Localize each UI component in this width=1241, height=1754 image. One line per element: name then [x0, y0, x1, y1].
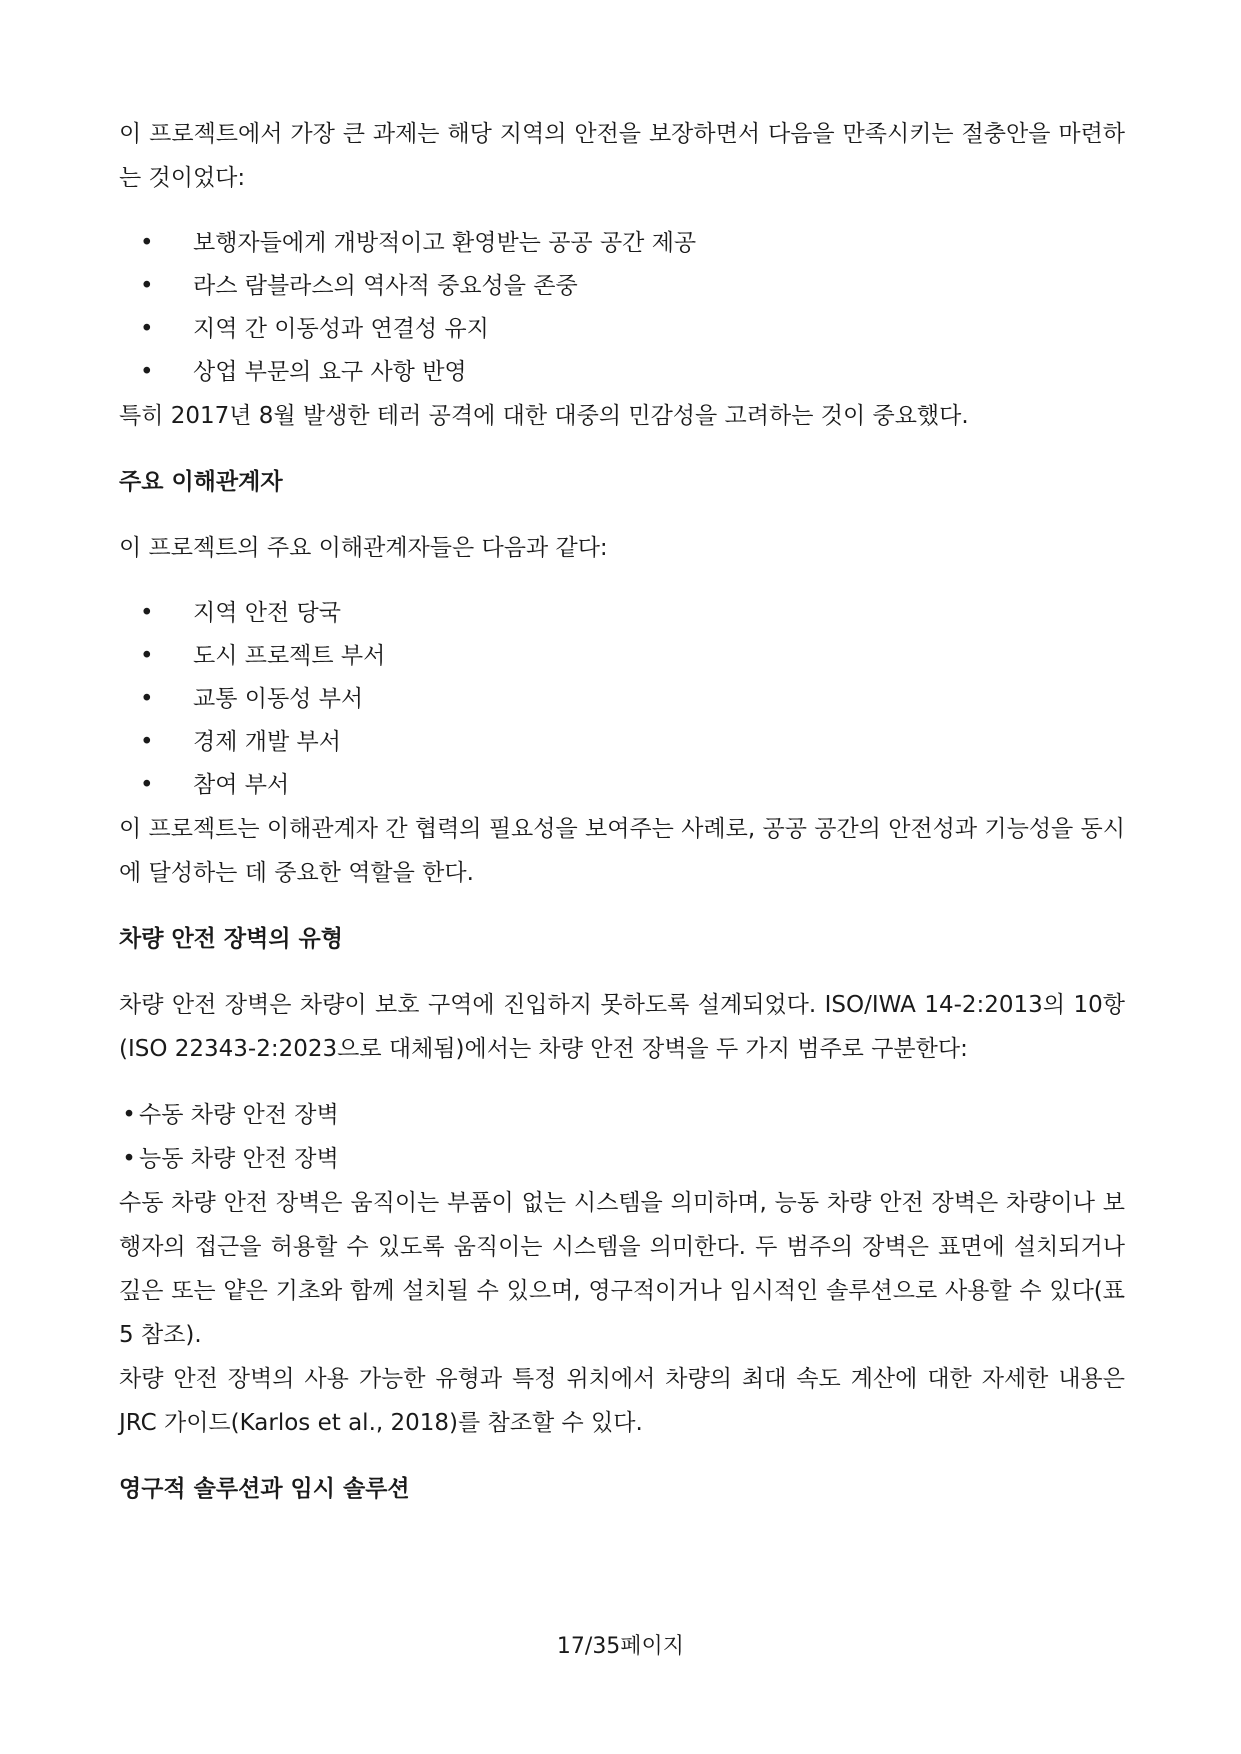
barrier-reference-paragraph: 차량 안전 장벽의 사용 가능한 유형과 특정 위치에서 차량의 최대 속도 계산에 대한 자세한 내용은 JRC 가이드(Karlos et al., 2018)를 참조할 수 있다. — [119, 1366, 1125, 1436]
list-item: • 지역 안전 당국 — [119, 592, 1125, 635]
active-barrier-bullet — [119, 1137, 1125, 1181]
stakeholders-after-paragraph: 이 프로젝트는 이해관계자 간 협력의 필요성을 보여주는 사례로, 공공 공간의 안전성과 기능성을 동시에 달성하는 데 중요한 역할을 한다. — [119, 816, 1125, 886]
document-page — [119, 112, 1125, 1511]
list-item: • 도시 프로젝트 부서 — [119, 635, 1125, 678]
intro-after-paragraph: 특히 2017년 8월 발생한 테러 공격에 대한 대중의 민감성을 고려하는 것이 중요했다. — [119, 403, 969, 429]
barrier-description-paragraph: 수동 차량 안전 장벽은 움직이는 부품이 없는 시스템을 의미하며, 능동 차량 안전 장벽은 차량이나 보행자의 접근을 허용할 수 있도록 움직이는 시스템을 의미한다. 두 범주의 장벽은 표면에 설치되거나 깊은 또는 얕은 기초와 함께 설치될 수 있으며, 영구적이거나 임시적인 솔루션으로 사용할 수 있다(표 5 참조). — [119, 1190, 1125, 1348]
bullet-dot-icon: • — [122, 1146, 136, 1172]
list-item: • 교통 이동성 부서 — [119, 678, 1125, 721]
barrier-types-paragraph: 차량 안전 장벽은 차량이 보호 구역에 진입하지 못하도록 설계되었다. ISO/IWA 14-2:2013의 10항(ISO 22343-2:2023으로 대체됨)에서는 차량 안전 장벽을 두 가지 범주로 구분한다: — [119, 992, 1125, 1062]
list-item: • 지역 간 이동성과 연결성 유지 — [119, 308, 1125, 351]
manual-barrier-bullet — [119, 1093, 1125, 1137]
intro-bullet-list — [119, 222, 1125, 394]
list-item: • 라스 람블라스의 역사적 중요성을 존중 — [119, 265, 1125, 308]
list-item: • 참여 부서 — [119, 764, 1125, 807]
list-item: • 상업 부문의 요구 사항 반영 — [119, 351, 1125, 394]
stakeholders-bullet-list — [119, 592, 1125, 807]
bullet-dot-icon: • — [122, 1102, 136, 1128]
barrier-types-heading: 차량 안전 장벽의 유형 — [119, 926, 343, 952]
solutions-heading: 영구적 솔루션과 임시 솔루션 — [119, 1476, 410, 1502]
stakeholders-paragraph: 이 프로젝트의 주요 이해관계자들은 다음과 같다: — [119, 535, 608, 561]
intro-paragraph: 이 프로젝트에서 가장 큰 과제는 해당 지역의 안전을 보장하면서 다음을 만족시키는 절충안을 마련하는 것이었다: — [119, 121, 1125, 191]
manual-barrier-label: 수동 차량 안전 장벽 — [139, 1102, 339, 1128]
page-number: 17/35페이지 — [556, 1634, 685, 1659]
stakeholders-heading: 주요 이해관계자 — [119, 469, 283, 495]
active-barrier-label: 능동 차량 안전 장벽 — [139, 1146, 339, 1172]
list-item: • 경제 개발 부서 — [119, 721, 1125, 764]
list-item: • 보행자들에게 개방적이고 환영받는 공공 공간 제공 — [119, 222, 1125, 265]
